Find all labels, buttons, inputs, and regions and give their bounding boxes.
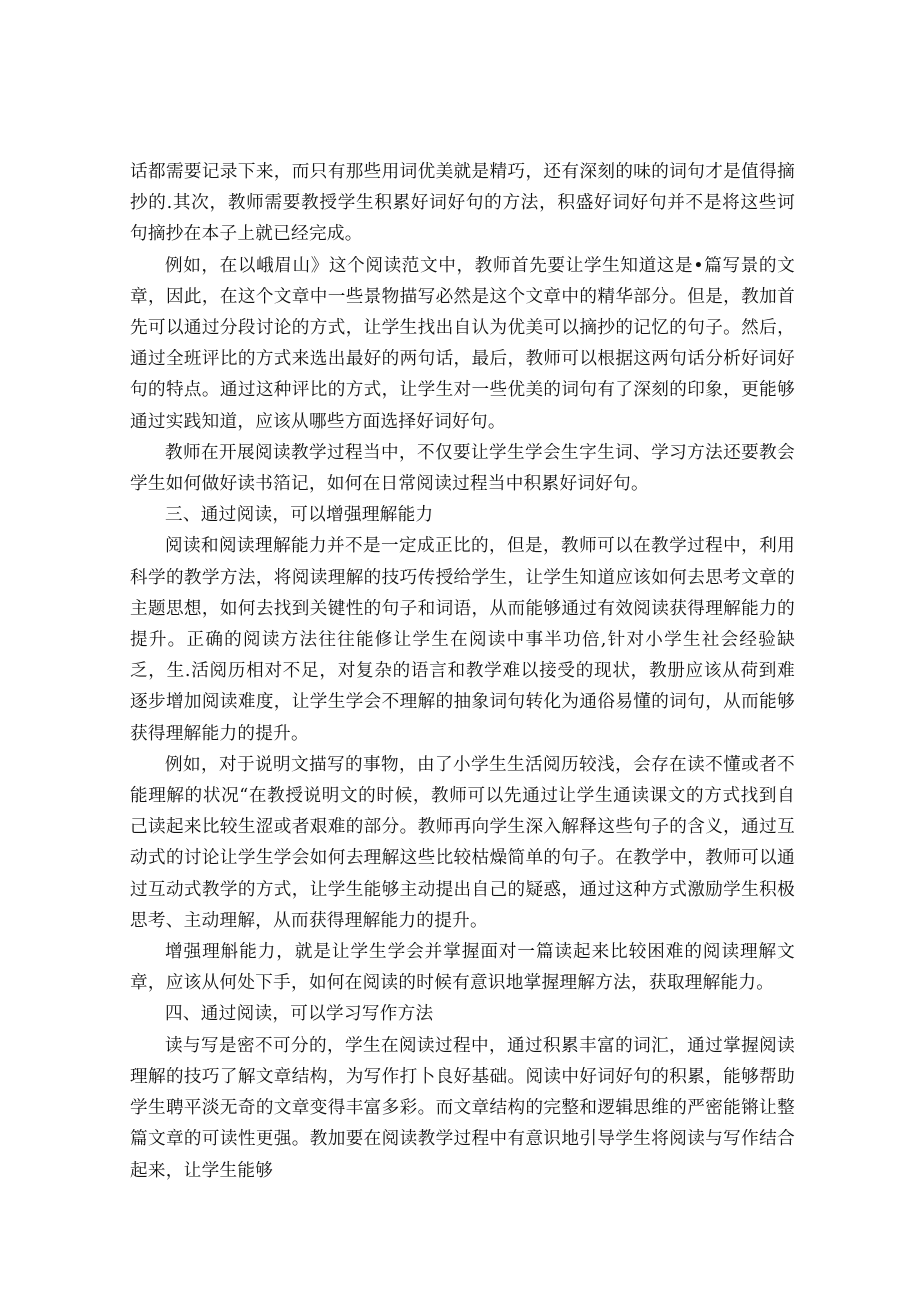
paragraph-1: 话都需要记录下来，而只有那些用词优美就是精巧，还有深刻的味的词句才是值得摘抄的.其次，教师需要教授学生积累好词好句的方法，积盛好词好句并不是将这些诃句摘抄在本子上就已经完成。 — [130, 162, 795, 245]
paragraph-2: 例如，在以峨眉山》这个阅读范文中，教师首先要让学生知道这是•篇写景的文章，因此，在这个文章中一些景物描写必然是这个文章中的精华部分。但是，教加首先可以通过分段讨论的方式，让学生找出自认为优美可以摘抄的记忆的句子。然后，通过全班评比的方式来选出最好的两句话，最后，教师可以根据这两句话分析好词好句的特点。通过这种评比的方式，让学生对一些优美的词句有了深刻的印象，更能够通过实践知道，应该从哪些方面选择好词好句。 — [130, 255, 795, 432]
section-heading-4: 四、通过阅读，可以学习写作方法 — [165, 1004, 434, 1025]
paragraph-3: 教师在开展阅读教学过程当中，不仅要让学生学会生字生词、学习方法还要教会学生如何做好读书箔记，如何在日常阅读过程当中积累好词好句。 — [130, 442, 795, 495]
section-heading-3: 三、通过阅读，可以增强理解能力 — [165, 505, 434, 526]
paragraph-7: 读与写是密不可分的，学生在阅读过程中，通过积累丰富的词汇，通过掌握阅读理解的技巧了解文章结构，为写作打卜良好基础。阅读中好词好句的积累，能够帮助学生聘平淡无奇的文章变得丰富多彩。而文章结构的完整和逻辑思维的严密能锵让整篇文章的可读性更强。教加要在阅读教学过程中有意识地引导学生将阅读与写作结合起来，让学生能够 — [130, 1035, 795, 1181]
document-body — [130, 157, 795, 1187]
paragraph-6: 增强理斛能力，就是让学生学会并掌握面对一篇读起来比较困难的阅读理解文章，应该从何处下手，如何在阅读的时候有意识地掌握理解方法，获取理解能力。 — [130, 942, 795, 994]
paragraph-4: 阅读和阅读理解能力并不是一定成正比的，但是，教师可以在教学过程中，利用科学的教学方法，将阅读理解的技巧传授给学生，让学生知道应该如何去思考文章的主题思想，如何去找到关键性的句子和词语，从而能够通过有效阅读获得理解能力的提升。正确的阅读方法往往能修让学生在阅读中事半功倍,针对小学生社会经验缺乏，生.活阅历相对不足，对复杂的语言和教学难以接受的现状，教册应该从荷到难逐步增加阅读难度，让学生学会不理解的抽象词句转化为通俗易懂的词句，从而能够获得理解能力的提升。 — [130, 536, 795, 744]
paragraph-5: 例如，对于说明文描写的事物，由了小学生生活阅历较浅，会存在读不懂或者不能理解的状况“在教授说明文的时候，教师可以先通过让学生通读课文的方式找到自己读起来比较生涩或者艰难的部分。教师再向学生深入解释这些句子的含义，通过互动式的讨论让学生学会如何去理解这些比较枯燥简单的句子。在教学中，教师可以通过互动式教学的方式，让学生能够主动提出自己的疑惑，通过这种方式激励学生积极思考、主动理解，从而获得理解能力的提升。 — [130, 754, 795, 931]
